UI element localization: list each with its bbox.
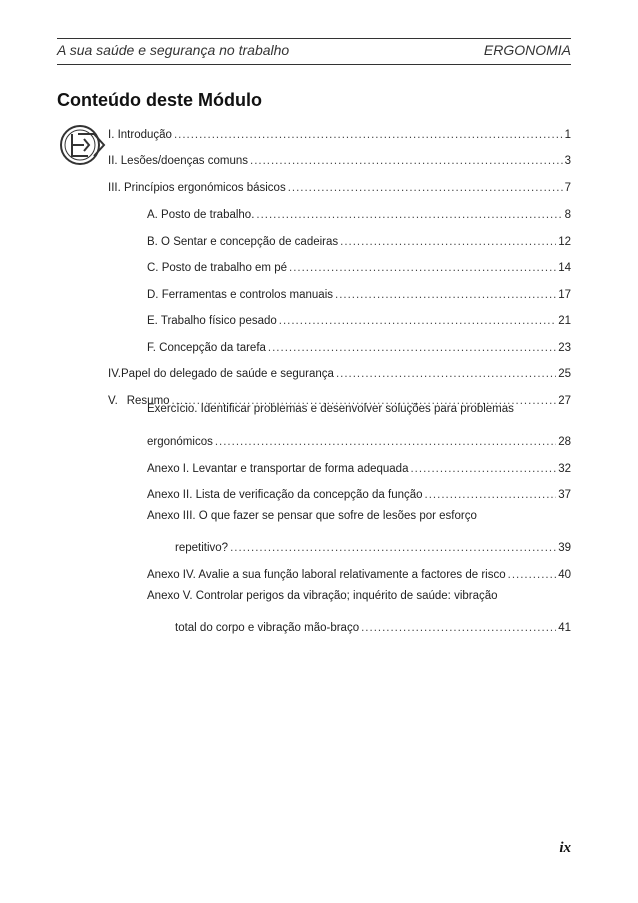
toc-entry-introducao[interactable]: [108, 123, 571, 141]
toc-page-number: 39: [558, 542, 571, 554]
toc-leader: [174, 129, 563, 141]
toc-leader: [336, 368, 556, 380]
toc-entry-principios[interactable]: [108, 176, 571, 194]
toc-label: Anexo II. Lista de verificação da concepção da função: [147, 489, 423, 501]
toc-label: total do corpo e vibração mão-braço: [175, 622, 360, 634]
toc-label: ergonómicos: [147, 436, 213, 448]
toc-label: Resumo: [126, 395, 170, 407]
module-logo-icon: [58, 122, 106, 168]
toc-page-number: 27: [558, 395, 571, 407]
toc-leader: [361, 622, 556, 634]
toc-leader: [256, 209, 562, 221]
header-rule-bottom: [57, 64, 571, 65]
toc-page-number: 41: [558, 622, 571, 634]
toc-entry-anexo-iv[interactable]: [147, 563, 571, 581]
toc-leader: [230, 542, 556, 554]
toc-entry-exercicio[interactable]: [147, 430, 571, 448]
toc-page-number: 32: [558, 463, 571, 475]
toc-entry-trabalho-fisico[interactable]: [147, 309, 571, 327]
toc-leader: [410, 463, 556, 475]
toc-page-number: 17: [558, 289, 571, 301]
toc-entry-delegado[interactable]: [108, 362, 571, 380]
toc-entry-ferramentas[interactable]: [147, 283, 571, 301]
toc-entry-anexo-iii[interactable]: [175, 536, 571, 554]
toc-page-number: 23: [558, 342, 571, 354]
toc-page-number: 8: [564, 209, 571, 221]
toc-entry-anexo-v-line1[interactable]: Anexo V. Controlar perigos da vibração; inquérito de saúde: vibração: [147, 590, 498, 602]
toc-leader: [215, 436, 556, 448]
toc-leader: [425, 489, 557, 501]
toc-label: II. Lesões/doenças comuns: [108, 155, 248, 167]
toc-entry-anexo-iii-line1[interactable]: Anexo III. O que fazer se pensar que sofre de lesões por esforço: [147, 510, 477, 522]
running-header-section: ERGONOMIA: [483, 42, 571, 58]
toc-leader: [335, 289, 556, 301]
toc-page-number: 25: [558, 368, 571, 380]
toc-entry-anexo-v[interactable]: [175, 616, 571, 634]
toc-leader: [268, 342, 556, 354]
toc-label: Anexo IV. Avalie a sua função laboral relativamente a factores de risco: [147, 569, 506, 581]
toc-numeral: IV.: [108, 368, 122, 380]
toc-label: F. Concepção da tarefa: [147, 342, 266, 354]
toc-label: Anexo I. Levantar e transportar de forma adequada: [147, 463, 409, 475]
toc-label: E. Trabalho físico pesado: [147, 315, 277, 327]
toc-entry-concepcao-tarefa[interactable]: [147, 336, 571, 354]
toc-entry-posto-trabalho[interactable]: [147, 203, 571, 221]
toc-leader: [279, 315, 556, 327]
toc-label: repetitivo?: [175, 542, 229, 554]
toc-entry-exercicio-line1[interactable]: Exercício. Identificar problemas e desenvolver soluções para problemas: [147, 403, 514, 415]
toc-page-number: 1: [564, 129, 571, 141]
toc-page-number: 28: [558, 436, 571, 448]
toc-leader: [289, 262, 556, 274]
toc-entry-posto-em-pe[interactable]: [147, 256, 571, 274]
toc-label: A. Posto de trabalho.: [147, 209, 255, 221]
toc-entry-anexo-i[interactable]: [147, 457, 571, 475]
toc-label: Papel do delegado de saúde e segurança: [121, 368, 334, 380]
toc-entry-sentar-cadeiras[interactable]: [147, 230, 571, 248]
toc-entry-lesoes[interactable]: [108, 149, 571, 167]
toc-page-number: 3: [564, 155, 571, 167]
toc-label: D. Ferramentas e controlos manuais: [147, 289, 333, 301]
toc-page-number: 12: [558, 236, 571, 248]
toc-leader: [288, 182, 563, 194]
toc-page-number: 21: [558, 315, 571, 327]
toc-page-number: 14: [558, 262, 571, 274]
toc-page-number: 37: [558, 489, 571, 501]
toc-leader: [340, 236, 556, 248]
page-folio: ix: [559, 840, 571, 856]
toc-leader: [250, 155, 563, 167]
toc-page-number: 40: [558, 569, 571, 581]
header-rule-top: [57, 38, 571, 39]
toc-label: III. Princípios ergonómicos básicos: [108, 182, 286, 194]
toc-label: I. Introdução: [108, 129, 172, 141]
toc-leader: [508, 569, 557, 581]
toc-entry-anexo-ii[interactable]: [147, 483, 571, 501]
toc-numeral: V.: [108, 395, 118, 407]
toc-label: B. O Sentar e concepção de cadeiras: [147, 236, 339, 248]
toc-label: C. Posto de trabalho em pé: [147, 262, 287, 274]
running-header-title: A sua saúde e segurança no trabalho: [57, 42, 290, 58]
toc-page-number: 7: [564, 182, 571, 194]
page-title: Conteúdo deste Módulo: [57, 90, 262, 110]
